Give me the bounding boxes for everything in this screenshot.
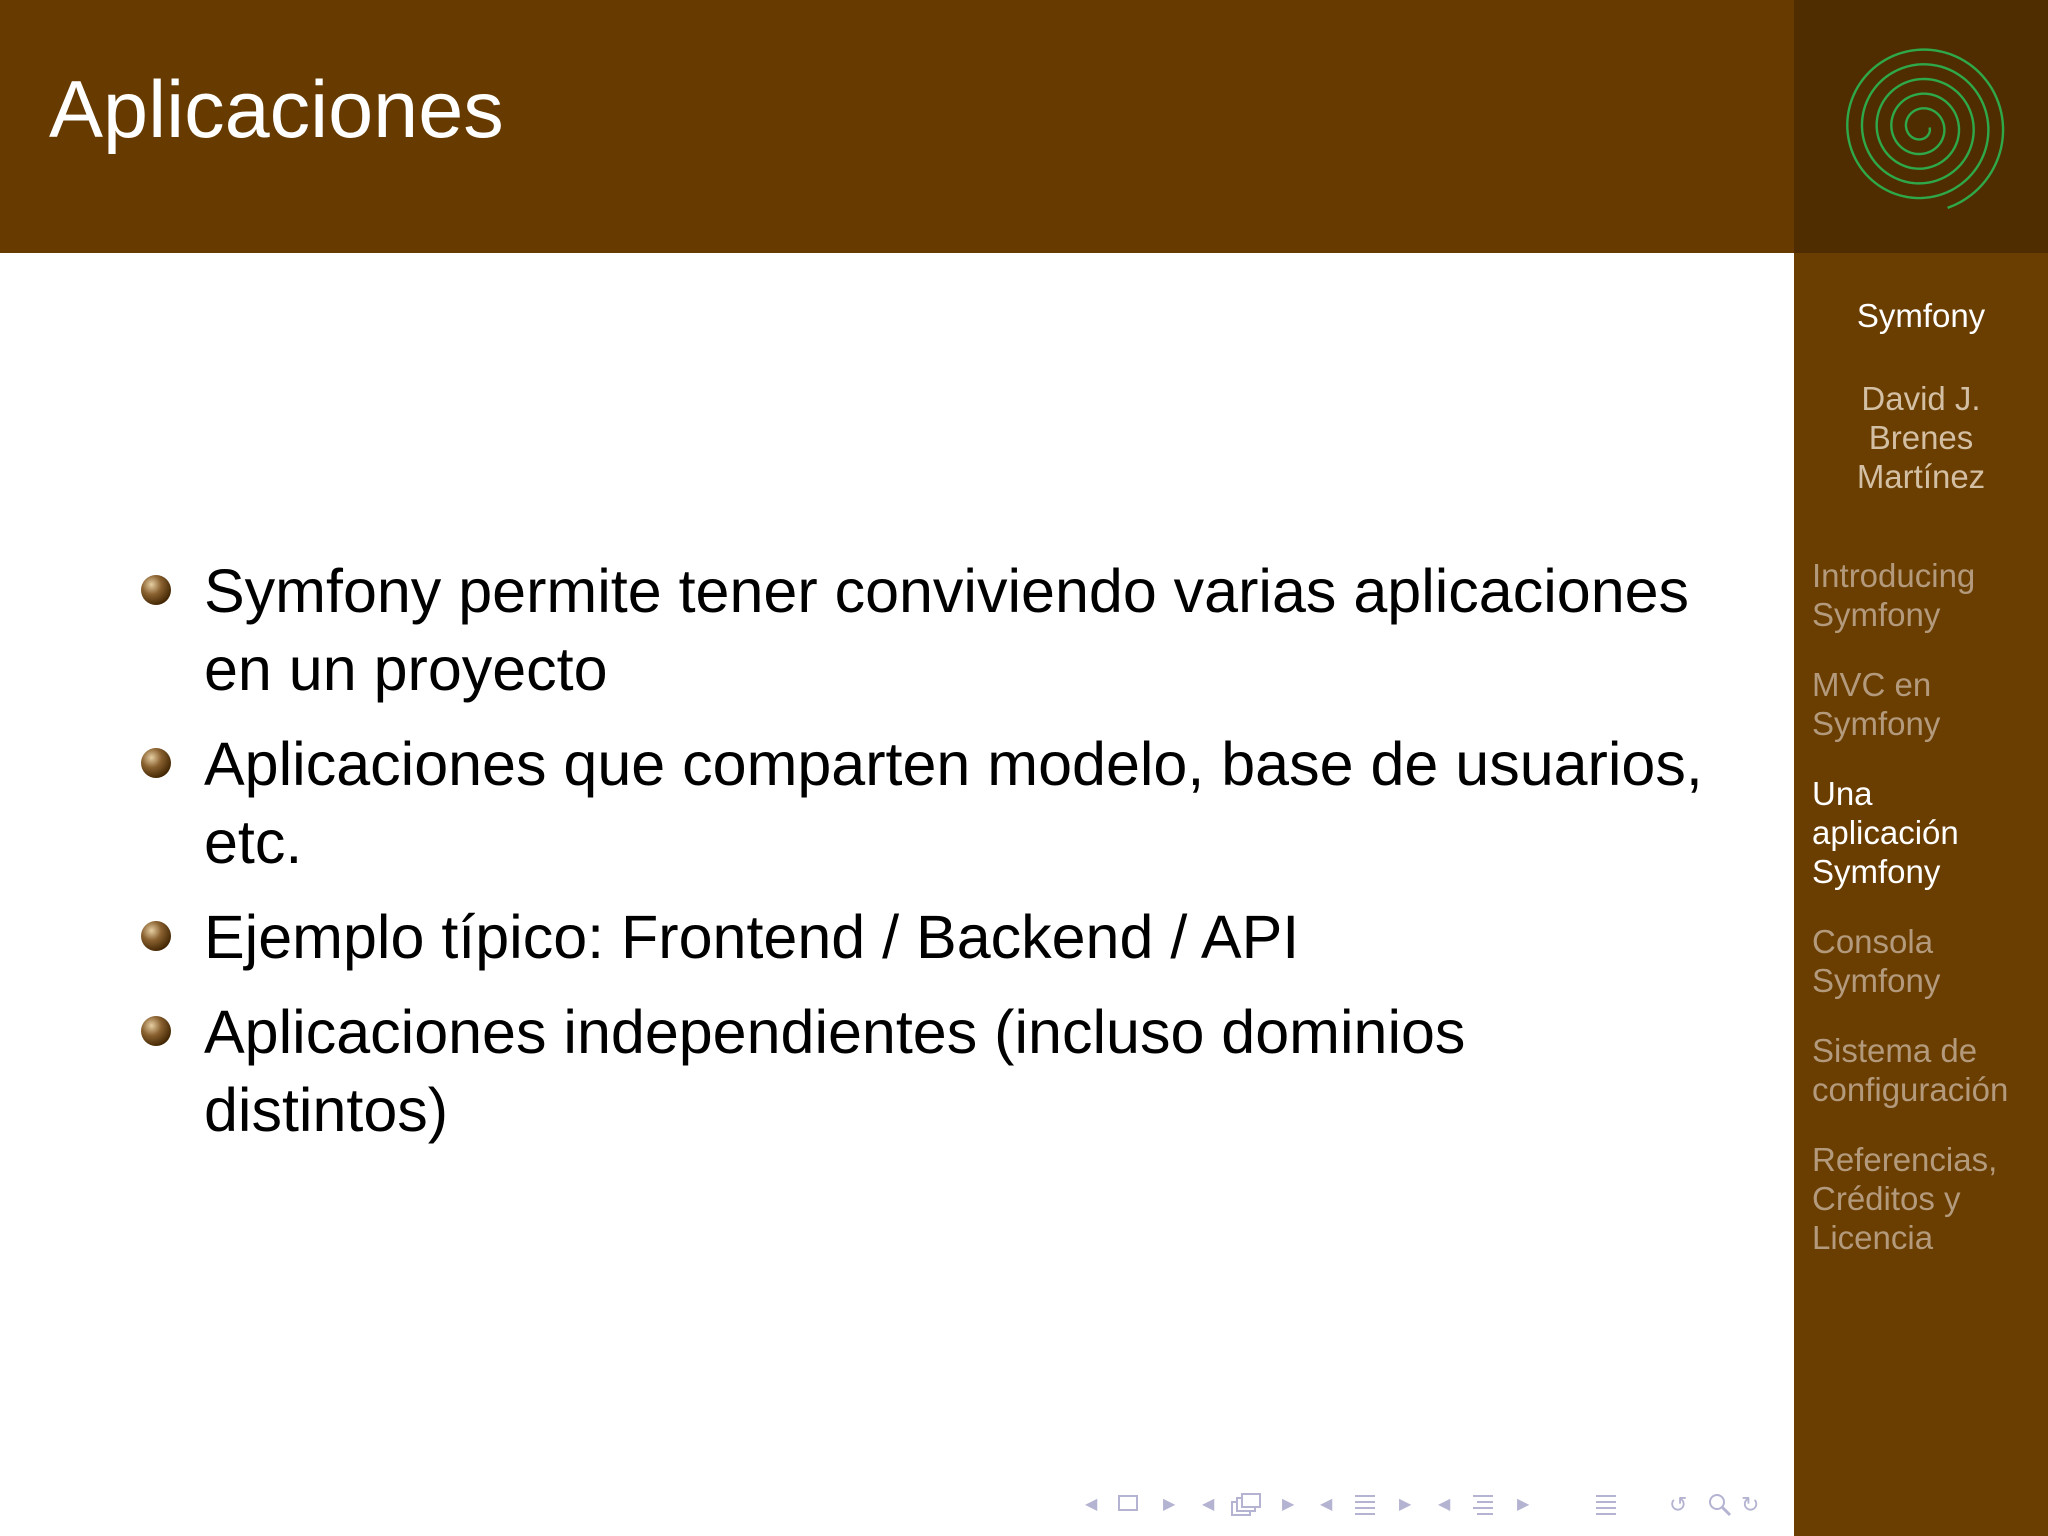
section-label-line: aplicación bbox=[1812, 814, 1959, 851]
section-item-referencias-creditos-licencia[interactable] bbox=[1812, 1140, 2044, 1257]
slide-title: Aplicaciones bbox=[49, 65, 504, 155]
next-section-arrow-icon[interactable]: ▶ bbox=[1399, 1496, 1412, 1513]
section-label-line: Symfony bbox=[1812, 705, 1941, 742]
bullet-text-line: en un proyecto bbox=[204, 635, 608, 703]
prev-slide-arrow-icon[interactable]: ◀ bbox=[1085, 1496, 1098, 1513]
next-slide-arrow-icon[interactable]: ▶ bbox=[1163, 1496, 1176, 1513]
toc-icon[interactable] bbox=[1593, 1492, 1619, 1523]
slide-header bbox=[0, 0, 1794, 253]
section-label-line: Symfony bbox=[1812, 596, 1941, 633]
next-presentation-arrow-icon[interactable]: ▶ bbox=[1517, 1496, 1530, 1513]
sidebar bbox=[1794, 0, 2048, 1536]
section-label-line: Symfony bbox=[1812, 962, 1941, 999]
section-label-line: MVC en bbox=[1812, 666, 1932, 703]
bullet-ball-icon bbox=[141, 1016, 171, 1046]
bullet-item bbox=[140, 898, 1740, 976]
search-icon[interactable] bbox=[1707, 1492, 1733, 1523]
author-line: Brenes bbox=[1868, 419, 1974, 456]
section-label-line: Sistema de bbox=[1812, 1032, 1978, 1069]
bullet-item bbox=[140, 993, 1740, 1149]
section-label-line: Referencias, bbox=[1812, 1141, 1998, 1178]
presentation-title[interactable]: Symfony bbox=[1856, 297, 1986, 334]
author-line: Martínez bbox=[1856, 458, 1986, 495]
section-label-line: Consola bbox=[1812, 923, 1934, 960]
section-item-mvc-en-symfony[interactable] bbox=[1812, 665, 2044, 743]
bullet-text-line: Symfony permite tener conviviendo varias aplicaciones bbox=[204, 557, 1690, 625]
prev-subsection-arrow-icon[interactable]: ◀ bbox=[1202, 1496, 1215, 1513]
undo-icon[interactable]: ↺ bbox=[1669, 1492, 1688, 1517]
section-list bbox=[1812, 556, 2044, 1288]
redo-icon[interactable]: ↻ bbox=[1741, 1492, 1760, 1517]
presentation-icon[interactable] bbox=[1470, 1492, 1496, 1523]
bullet-text-line: Aplicaciones que comparten modelo, base de usuarios, bbox=[204, 730, 1703, 798]
bullet-ball-icon bbox=[141, 575, 171, 605]
frame-icon[interactable] bbox=[1117, 1492, 1139, 1519]
subsection-icon[interactable] bbox=[1230, 1492, 1262, 1523]
logo-box bbox=[1794, 0, 2048, 253]
next-subsection-arrow-icon[interactable]: ▶ bbox=[1282, 1496, 1295, 1513]
section-icon[interactable] bbox=[1352, 1492, 1378, 1523]
section-item-sistema-de-configuracion[interactable] bbox=[1812, 1031, 2044, 1109]
section-label-line: Licencia bbox=[1812, 1219, 1934, 1256]
author-name bbox=[1794, 379, 2048, 496]
section-label-line: Una bbox=[1812, 775, 1873, 812]
section-label-line: configuración bbox=[1812, 1071, 2009, 1108]
spiral-logo-icon bbox=[1834, 40, 2009, 215]
prev-section-arrow-icon[interactable]: ◀ bbox=[1320, 1496, 1333, 1513]
navigation-bar bbox=[1075, 1490, 1785, 1520]
section-label-line: Introducing bbox=[1812, 557, 1976, 594]
bullet-ball-icon bbox=[141, 748, 171, 778]
bullet-text-line: Aplicaciones independientes (incluso dominios bbox=[204, 998, 1466, 1066]
section-label-line: Créditos y bbox=[1812, 1180, 1961, 1217]
section-label-line: Symfony bbox=[1812, 853, 1941, 890]
section-item-consola-symfony[interactable] bbox=[1812, 922, 2044, 1000]
bullet-text-line: Ejemplo típico: Frontend / Backend / API bbox=[204, 903, 1300, 971]
section-item-una-aplicacion-symfony[interactable] bbox=[1812, 774, 2044, 891]
bullet-ball-icon bbox=[141, 921, 171, 951]
bullet-text-line: distintos) bbox=[204, 1076, 449, 1144]
bullet-list bbox=[140, 552, 1740, 1166]
author-line: David J. bbox=[1861, 380, 1981, 417]
bullet-item bbox=[140, 725, 1740, 881]
prev-presentation-arrow-icon[interactable]: ◀ bbox=[1438, 1496, 1451, 1513]
bullet-text-line: etc. bbox=[204, 808, 303, 876]
section-item-introducing-symfony[interactable] bbox=[1812, 556, 2044, 634]
bullet-item bbox=[140, 552, 1740, 708]
